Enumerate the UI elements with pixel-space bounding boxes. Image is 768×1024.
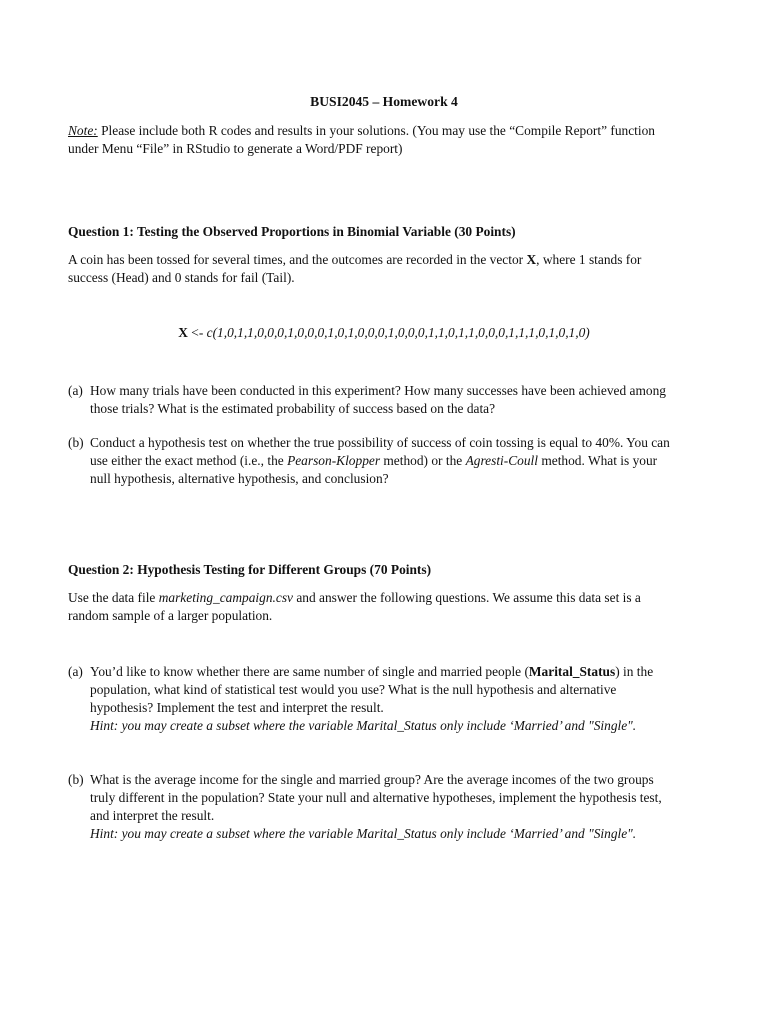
text-segment: method. What is your [537,453,658,468]
page-title: BUSI2045 – Homework 4 [310,94,458,109]
question-1-intro-line-1 [68,251,708,269]
note-text: Please include both R codes and results in your solutions. (You may use the “Compile Report” function [97,123,655,138]
part-line: null hypothesis, alternative hypothesis, and conclusion? [90,471,389,486]
intro-text-end: and answer the following questions. We assume this data set is a [292,590,641,605]
part-line [90,663,708,681]
variable-name: Marital_Status [528,664,616,679]
intro-text: Use the data file [68,590,159,605]
question-2-intro-line-2: random sample of a larger population. [68,608,273,623]
vector-formula [0,324,768,342]
text-segment: You’d like to know whether there are same number of single and married people ( [90,664,529,679]
text-segment: ) in the [615,664,654,679]
question-1-intro [68,251,708,287]
note-label: Note: [68,123,98,138]
part-line: truly different in the population? State your null and alternative hypotheses, implement the hypothesis test, [90,790,662,805]
formula-expression: c(1,0,1,1,0,0,0,1,0,0,0,1,0,1,0,0,0,1,0,0,0,1,1,0,1,1,0,0,0,1,1,1,0,1,0,1,0) [206,325,590,340]
question-2-part-a [68,663,708,735]
part-line: What is the average income for the single and married group? Are the average incomes of the two groups [90,772,654,787]
hint-text: Hint: you may create a subset where the variable Marital_Status only include ‘Married’ and "Single". [90,718,637,733]
question-2-part-b [68,771,708,843]
intro-text: A coin has been tossed for several times, and the outcomes are recorded in the vector [68,252,527,267]
question-1-part-a [68,382,708,418]
part-marker: (a) [68,383,83,398]
question-1-intro-line-2: success (Head) and 0 stands for fail (Tail). [68,270,295,285]
method-name: Pearson-Klopper [287,453,381,468]
note-paragraph [68,122,708,158]
question-2-heading: Question 2: Hypothesis Testing for Different Groups (70 Points) [68,562,432,577]
part-line: Conduct a hypothesis test on whether the true possibility of success of coin tossing is equal to 40%. You can [90,435,670,450]
part-line: those trials? What is the estimated probability of success based on the data? [90,401,496,416]
formula-assign: <- [187,325,207,340]
question-1-part-b [68,434,708,488]
part-marker: (b) [68,435,84,450]
method-name: Agresti-Coull [465,453,538,468]
question-2-intro [68,589,708,625]
intro-text-end: , where 1 stands for [536,252,642,267]
text-segment: use either the exact method (i.e., the [90,453,288,468]
question-2-intro-line-1 [68,589,708,607]
text-segment: method) or the [380,453,466,468]
question-1-heading: Question 1: Testing the Observed Proportions in Binomial Variable (30 Points) [68,224,516,239]
note-line-1 [68,122,708,140]
part-line: population, what kind of statistical test would you use? What is the null hypothesis and alternative [90,682,617,697]
file-name: marketing_campaign.csv [158,590,293,605]
part-line: How many trials have been conducted in this experiment? How many successes have been achieved among [90,383,666,398]
part-marker: (b) [68,772,84,787]
formula-variable: X [178,325,188,340]
vector-name: X [526,252,537,267]
part-marker: (a) [68,664,83,679]
hint-text: Hint: you may create a subset where the variable Marital_Status only include ‘Married’ and "Single". [90,826,637,841]
note-line-2: under Menu “File” in RStudio to generate a Word/PDF report) [68,141,403,156]
part-line: hypothesis? Implement the test and interpret the result. [90,700,384,715]
part-line: and interpret the result. [90,808,215,823]
part-line [90,452,708,470]
